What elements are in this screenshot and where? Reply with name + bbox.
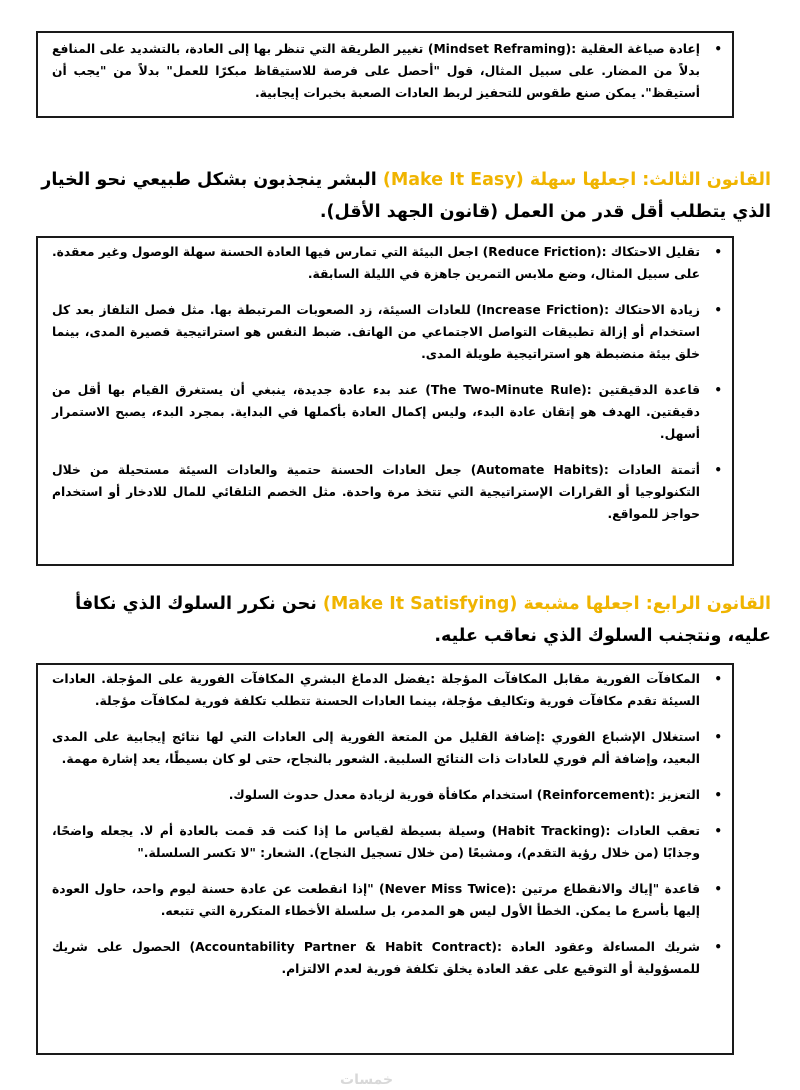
bullet-icon: • — [714, 303, 722, 317]
bullet-text: تقليل الاحتكاك :(Reduce Friction) اجعل البيئة التي تمارس فيها العادة الحسنة سهلة الوصول وغير معقدة. على سبيل المثال، وضع ملابس التمرين جاهزة في الليلة السابقة. — [52, 245, 700, 281]
law-4-heading — [36, 588, 771, 652]
bullet-text: إعادة صياغة العقلية :(Mindset Reframing) تغيير الطريقة التي تنظر بها إلى العادة، بالتشديد على المنافع بدلاً من المضار. على سبيل المثال، قول "أحصل على فرصة للاستيقاظ مبكرًا للعمل" بدلاً من "يجب أن أستيقظ". يمكن صنع طقوس للتحفيز لربط العادات الصعبة بخبرات إيجابية. — [52, 42, 700, 100]
bullet-icon: • — [714, 824, 722, 838]
bullet-item — [52, 878, 722, 922]
bullet-icon: • — [714, 383, 722, 397]
box-mindset — [36, 31, 734, 118]
bullet-icon: • — [714, 245, 722, 259]
bullet-item — [52, 668, 722, 712]
bullet-item — [52, 38, 722, 104]
bullet-item — [52, 241, 722, 285]
bullet-text: قاعدة الدقيقتين :(The Two-Minute Rule) عند بدء عادة جديدة، ينبغي أن يستغرق القيام بها أقل من دقيقتين. الهدف هو إتقان عادة البدء، وليس إكمال العادة بأكملها في البداية. بمجرد البدء، يصبح الاستمرار أسهل. — [52, 383, 700, 441]
bullet-text: المكافآت الفورية مقابل المكافآت المؤجلة :يفضل الدماغ البشري المكافآت الفورية على المؤجلة. العادات السيئة تقدم مكافآت فورية وتكاليف مؤجلة، بينما العادات الحسنة تتطلب تكلفة فورية لمكافآت مؤجلة. — [52, 672, 700, 708]
bullet-text: زيادة الاحتكاك :(Increase Friction) للعادات السيئة، زد الصعوبات المرتبطة بها. مثل فصل التلفاز بعد كل استخدام أو إزالة تطبيقات التواصل الاجتماعي من الهاتف. ضبط النفس هو استراتيجية قصيرة المدى، بينما خلق بيئة منضبطة هو استراتيجية طويلة المدى. — [52, 303, 700, 361]
bullet-icon: • — [714, 463, 722, 477]
bullet-icon: • — [714, 882, 722, 896]
bullet-text: تعقب العادات :(Habit Tracking) وسيلة بسيطة لقياس ما إذا كنت قد قمت بالعادة أم لا. يجعله واضحًا، وجذابًا (من خلال رؤية التقدم)، ومشبعًا (من خلال تسجيل النجاح). الشعار: "لا تكسر السلسلة." — [52, 824, 700, 860]
bullet-icon: • — [714, 730, 722, 744]
law-4-title: القانون الرابع: اجعلها مشبعة (Make It Satisfying) — [322, 594, 771, 614]
watermark: خمسات — [340, 1072, 394, 1088]
bullet-item — [52, 820, 722, 864]
law-3-title: القانون الثالث: اجعلها سهلة (Make It Easy) — [382, 170, 771, 190]
bullet-text: استغلال الإشباع الفوري :إضافة القليل من المتعة الفورية إلى العادات التي لها نتائج إيجابية على المدى البعيد، وإضافة ألم فوري للعادات ذات النتائج السلبية. الشعور بالنجاح، حتى لو كان بسيطًا، يعد إشارة مهمة. — [52, 730, 700, 766]
bullet-item — [52, 299, 722, 365]
law-4-text: نحن نكرر السلوك الذي نكافأ عليه، ونتجنب السلوك الذي نعاقب عليه. — [75, 594, 771, 646]
law-3-text: البشر ينجذبون بشكل طبيعي نحو الخيار الذي يتطلب أقل قدر من العمل (قانون الجهد الأقل). — [41, 170, 771, 222]
bullet-item — [52, 784, 722, 806]
bullet-item — [52, 379, 722, 445]
bullet-text: أتمتة العادات :(Automate Habits) جعل العادات الحسنة حتمية والعادات السيئة مستحيلة من خلال التكنولوجيا أو القرارات الإستراتيجية التي تتخذ مرة واحدة. مثل الخصم التلقائي للمال للادخار أو استخدام حواجز للمواقع. — [52, 463, 700, 521]
bullet-text: قاعدة "إياك والانقطاع مرتين :(Never Miss Twice) "إذا انقطعت عن عادة حسنة ليوم واحد، حاول العودة إليها بأسرع ما يمكن. الخطأ الأول ليس هو المدمر، بل سلسلة الأخطاء المتكررة التي تتبعه. — [52, 882, 701, 918]
bullet-item — [52, 726, 722, 770]
bullet-item — [52, 459, 722, 525]
bullet-icon: • — [714, 42, 722, 56]
bullet-item — [52, 936, 722, 980]
bullet-icon: • — [714, 788, 722, 802]
bullet-text: شريك المساءلة وعقود العادة :(Accountability Partner & Habit Contract) الحصول على شريك للمسؤولية أو التوقيع على عقد العادة يخلق تكلفة فورية لعدم الالتزام. — [52, 940, 701, 976]
box-make-it-easy — [36, 236, 734, 566]
law-3-heading — [36, 164, 771, 228]
box-make-it-satisfying — [36, 663, 734, 1055]
bullet-icon: • — [714, 672, 722, 686]
bullet-text: التعزيز :(Reinforcement) استخدام مكافأة فورية لزيادة معدل حدوث السلوك. — [228, 788, 700, 802]
bullet-icon: • — [714, 940, 722, 954]
